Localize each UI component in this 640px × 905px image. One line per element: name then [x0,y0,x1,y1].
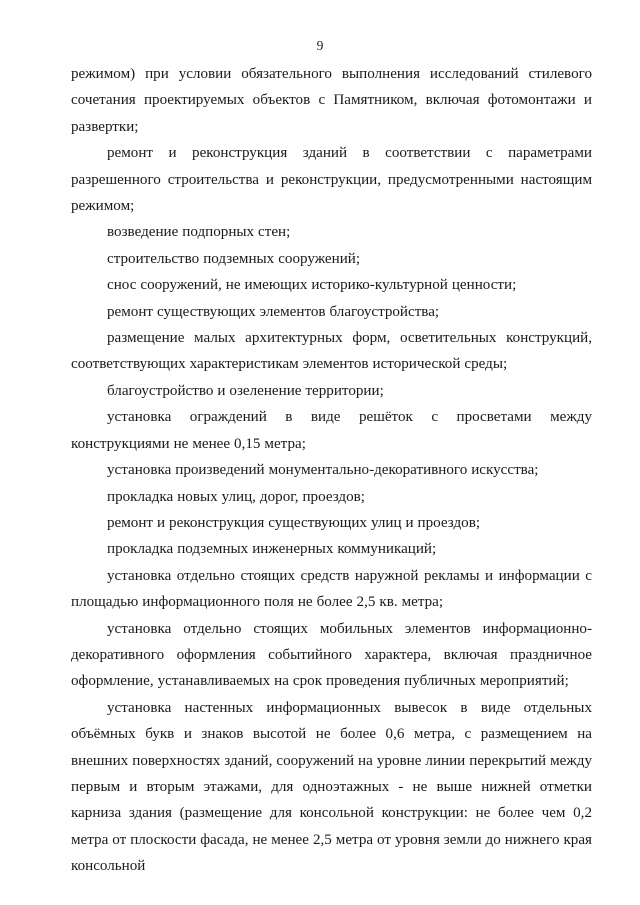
list-item: прокладка подземных инженерных коммуникаций; [107,541,437,558]
list-item: ремонт и реконструкция существующих улиц и проездов; [107,514,481,531]
list-item: установка отдельно стоящих средств наружной рекламы и информации с площадью информационного поля не более 2,5 кв. метра; [71,567,592,611]
list-item: возведение подпорных стен; [107,224,291,241]
list-item: установка ограждений в виде решёток с просветами между конструкциями не менее 0,15 метра; [71,409,592,452]
list-item: снос сооружений, не имеющих историко-культурной ценности; [107,277,517,294]
paragraph-continuation: режимом) при условии обязательного выполнения исследований стилевого сочетания проектируемых объектов с Памятником, включая фотомонтажи и развертки; [71,66,592,135]
list-item: прокладка новых улиц, дорог, проездов; [107,488,365,505]
list-item: ремонт и реконструкция зданий в соответствии с параметрами разрешенного строительства и реконструкции, предусмотренными настоящим режимом; [71,145,592,215]
list-item: благоустройство и озеленение территории; [107,382,384,399]
page-number: 9 [316,38,324,53]
document-body [71,61,592,880]
list-item: установка настенных информационных вывесок в виде отдельных объёмных букв и знаков высотой не более 0,6 метра, с размещением на внешних поверхностях зданий, сооружений на уровне линии перекрытий между первым и вторым этажами, для одноэтажных - не выше нижней отметки карниза здания (размещение для консольной конструкции: не более чем 0,2 метра от плоскости фасада, не менее 2,5 метра от уровня земли до нижнего края консольной [71,699,592,875]
list-item: размещение малых архитектурных форм, осветительных конструкций, соответствующих характеристикам элементов исторической среды; [71,330,592,373]
list-item: строительство подземных сооружений; [107,250,361,267]
list-item: установка отдельно стоящих мобильных элементов информационно-декоративного оформления событийного характера, включая праздничное оформление, устанавливаемых на срок проведения публичных мероприятий; [71,620,592,690]
list-item: ремонт существующих элементов благоустройства; [107,303,440,320]
list-item: установка произведений монументально-декоративного искусства; [107,462,539,479]
